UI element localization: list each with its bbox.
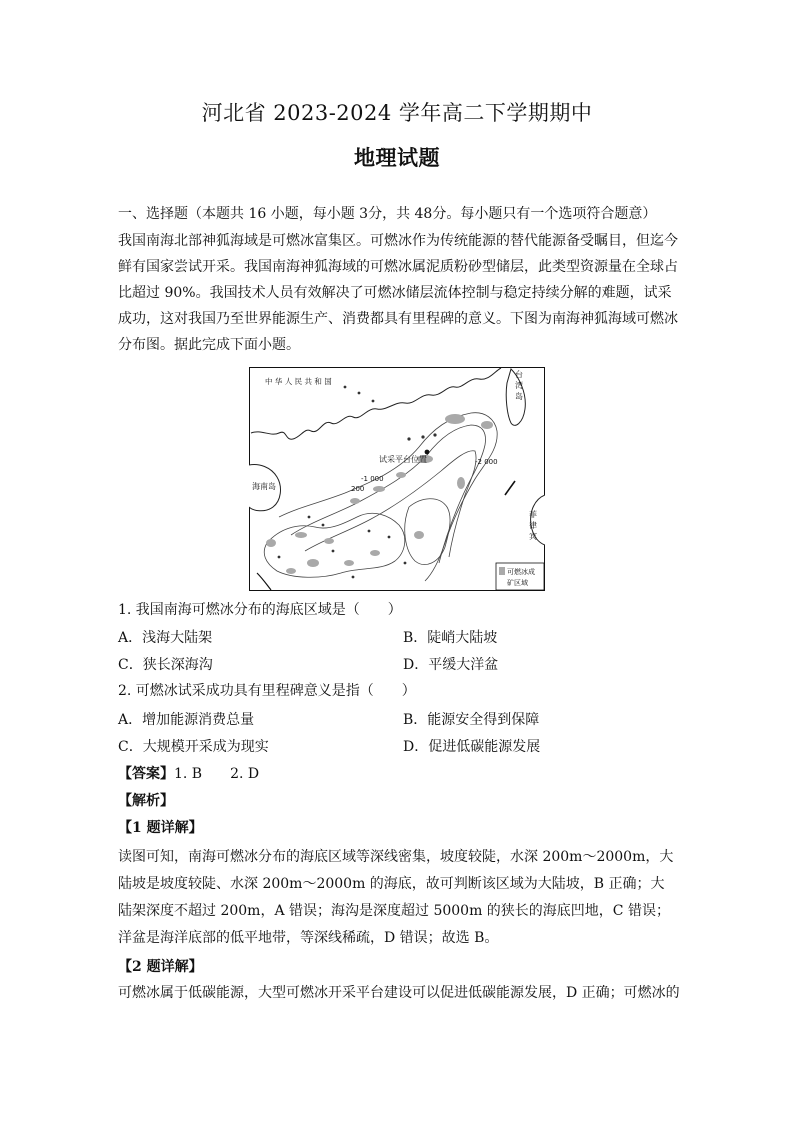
detail-2-label: 【2 题详解】: [118, 959, 203, 975]
answer-label: 【答案】: [118, 766, 174, 782]
legend-swatch: [499, 567, 505, 575]
detail-2-text: 可燃冰属于低碳能源，大型可燃冰开采平台建设可以促进低碳能源发展，D 正确；可燃冰的: [118, 985, 680, 1001]
map-label-isobath-200: 200: [351, 485, 365, 493]
question-1-stem: 1. 我国南海可燃冰分布的海底区域是（ ）: [118, 602, 402, 618]
question-1-option-c[interactable]: C．狭长深海沟: [118, 657, 213, 673]
question-1-option-d[interactable]: D．平缓大洋盆: [403, 657, 499, 673]
document-subtitle: 地理试题: [354, 145, 440, 170]
map-label-platform: 试采平台位置: [379, 455, 427, 464]
question-2-option-d[interactable]: D．促进低碳能源发展: [403, 739, 541, 755]
map-label-taiwan-2: 湾: [515, 381, 523, 390]
legend-text-2: 矿区域: [507, 579, 528, 587]
answer-text: 1. B 2. D: [174, 766, 260, 782]
detail-1-text: 读图可知，南海可燃冰分布的海底区域等深线密集，坡度较陡，水深 200m～2000m，大陆坡是坡度较陡、水深 200m～2000m 的海底，故可判断该区域为大陆坡，B 正确；大陆架深度不超过 200m，A 错误；海沟是深度超过 5000m 的狭长的海底凹地，C 错误；洋盆是海洋底部的低平地带，等深线稀疏，D 错误；故选 B。: [118, 849, 674, 946]
platform-marker: [425, 450, 430, 455]
detail-1-label: 【1 题详解】: [118, 820, 203, 836]
question-2-option-a[interactable]: A．增加能源消费总量: [118, 712, 255, 728]
map-label-hainan: 海南岛: [252, 482, 276, 491]
map-label-isobath-2000: -2 000: [475, 458, 498, 466]
question-1-option-b[interactable]: B．陡峭大陆坡: [403, 630, 498, 646]
map-label-china: 中 华 人 民 共 和 国: [265, 377, 332, 386]
map-label-isobath-1000: -1 000: [361, 475, 384, 483]
passage-text: 我国南海北部神狐海域是可燃冰富集区。可燃冰作为传统能源的替代能源备受瞩目，但迄今鲜有国家尝试开采。我国南海神狐海域的可燃冰属泥质粉砂型储层，此类型资源量在全球占比超过 90%。我国技术人员有效解决了可燃冰储层流体控制与稳定持续分解的难题，试采成功，这对我国乃至世界能源生产、消费都具有里程碑的意义。下图为南海神狐海域可燃冰分布图。据此完成下面小题。: [118, 233, 678, 353]
question-2-option-b[interactable]: B．能源安全得到保障: [403, 712, 540, 728]
map-label-taiwan-1: 台: [515, 370, 523, 379]
map-figure: [249, 367, 545, 591]
legend-text-1: 可燃冰成: [507, 568, 535, 576]
map-svg: [249, 367, 545, 591]
question-2-stem: 2. 可燃冰试采成功具有里程碑意义是指（ ）: [118, 683, 416, 699]
section-heading: 一、选择题（本题共 16 小题，每小题 3分，共 48分。每小题只有一个选项符合题意）: [118, 206, 657, 222]
analysis-label: 【解析】: [118, 793, 174, 809]
question-1-option-a[interactable]: A．浅海大陆架: [118, 630, 213, 646]
map-label-philippines-2: 律: [529, 521, 537, 530]
document-title: 河北省 2023-2024 学年高二下学期期中: [201, 101, 593, 125]
question-2-option-c[interactable]: C．大规模开采成为现实: [118, 739, 269, 755]
answer-line: [118, 763, 259, 783]
map-label-taiwan-3: 岛: [515, 392, 523, 401]
map-label-philippines-3: 宾: [529, 532, 537, 541]
map-label-philippines-1: 菲: [529, 510, 537, 519]
map-legend: [496, 563, 544, 590]
